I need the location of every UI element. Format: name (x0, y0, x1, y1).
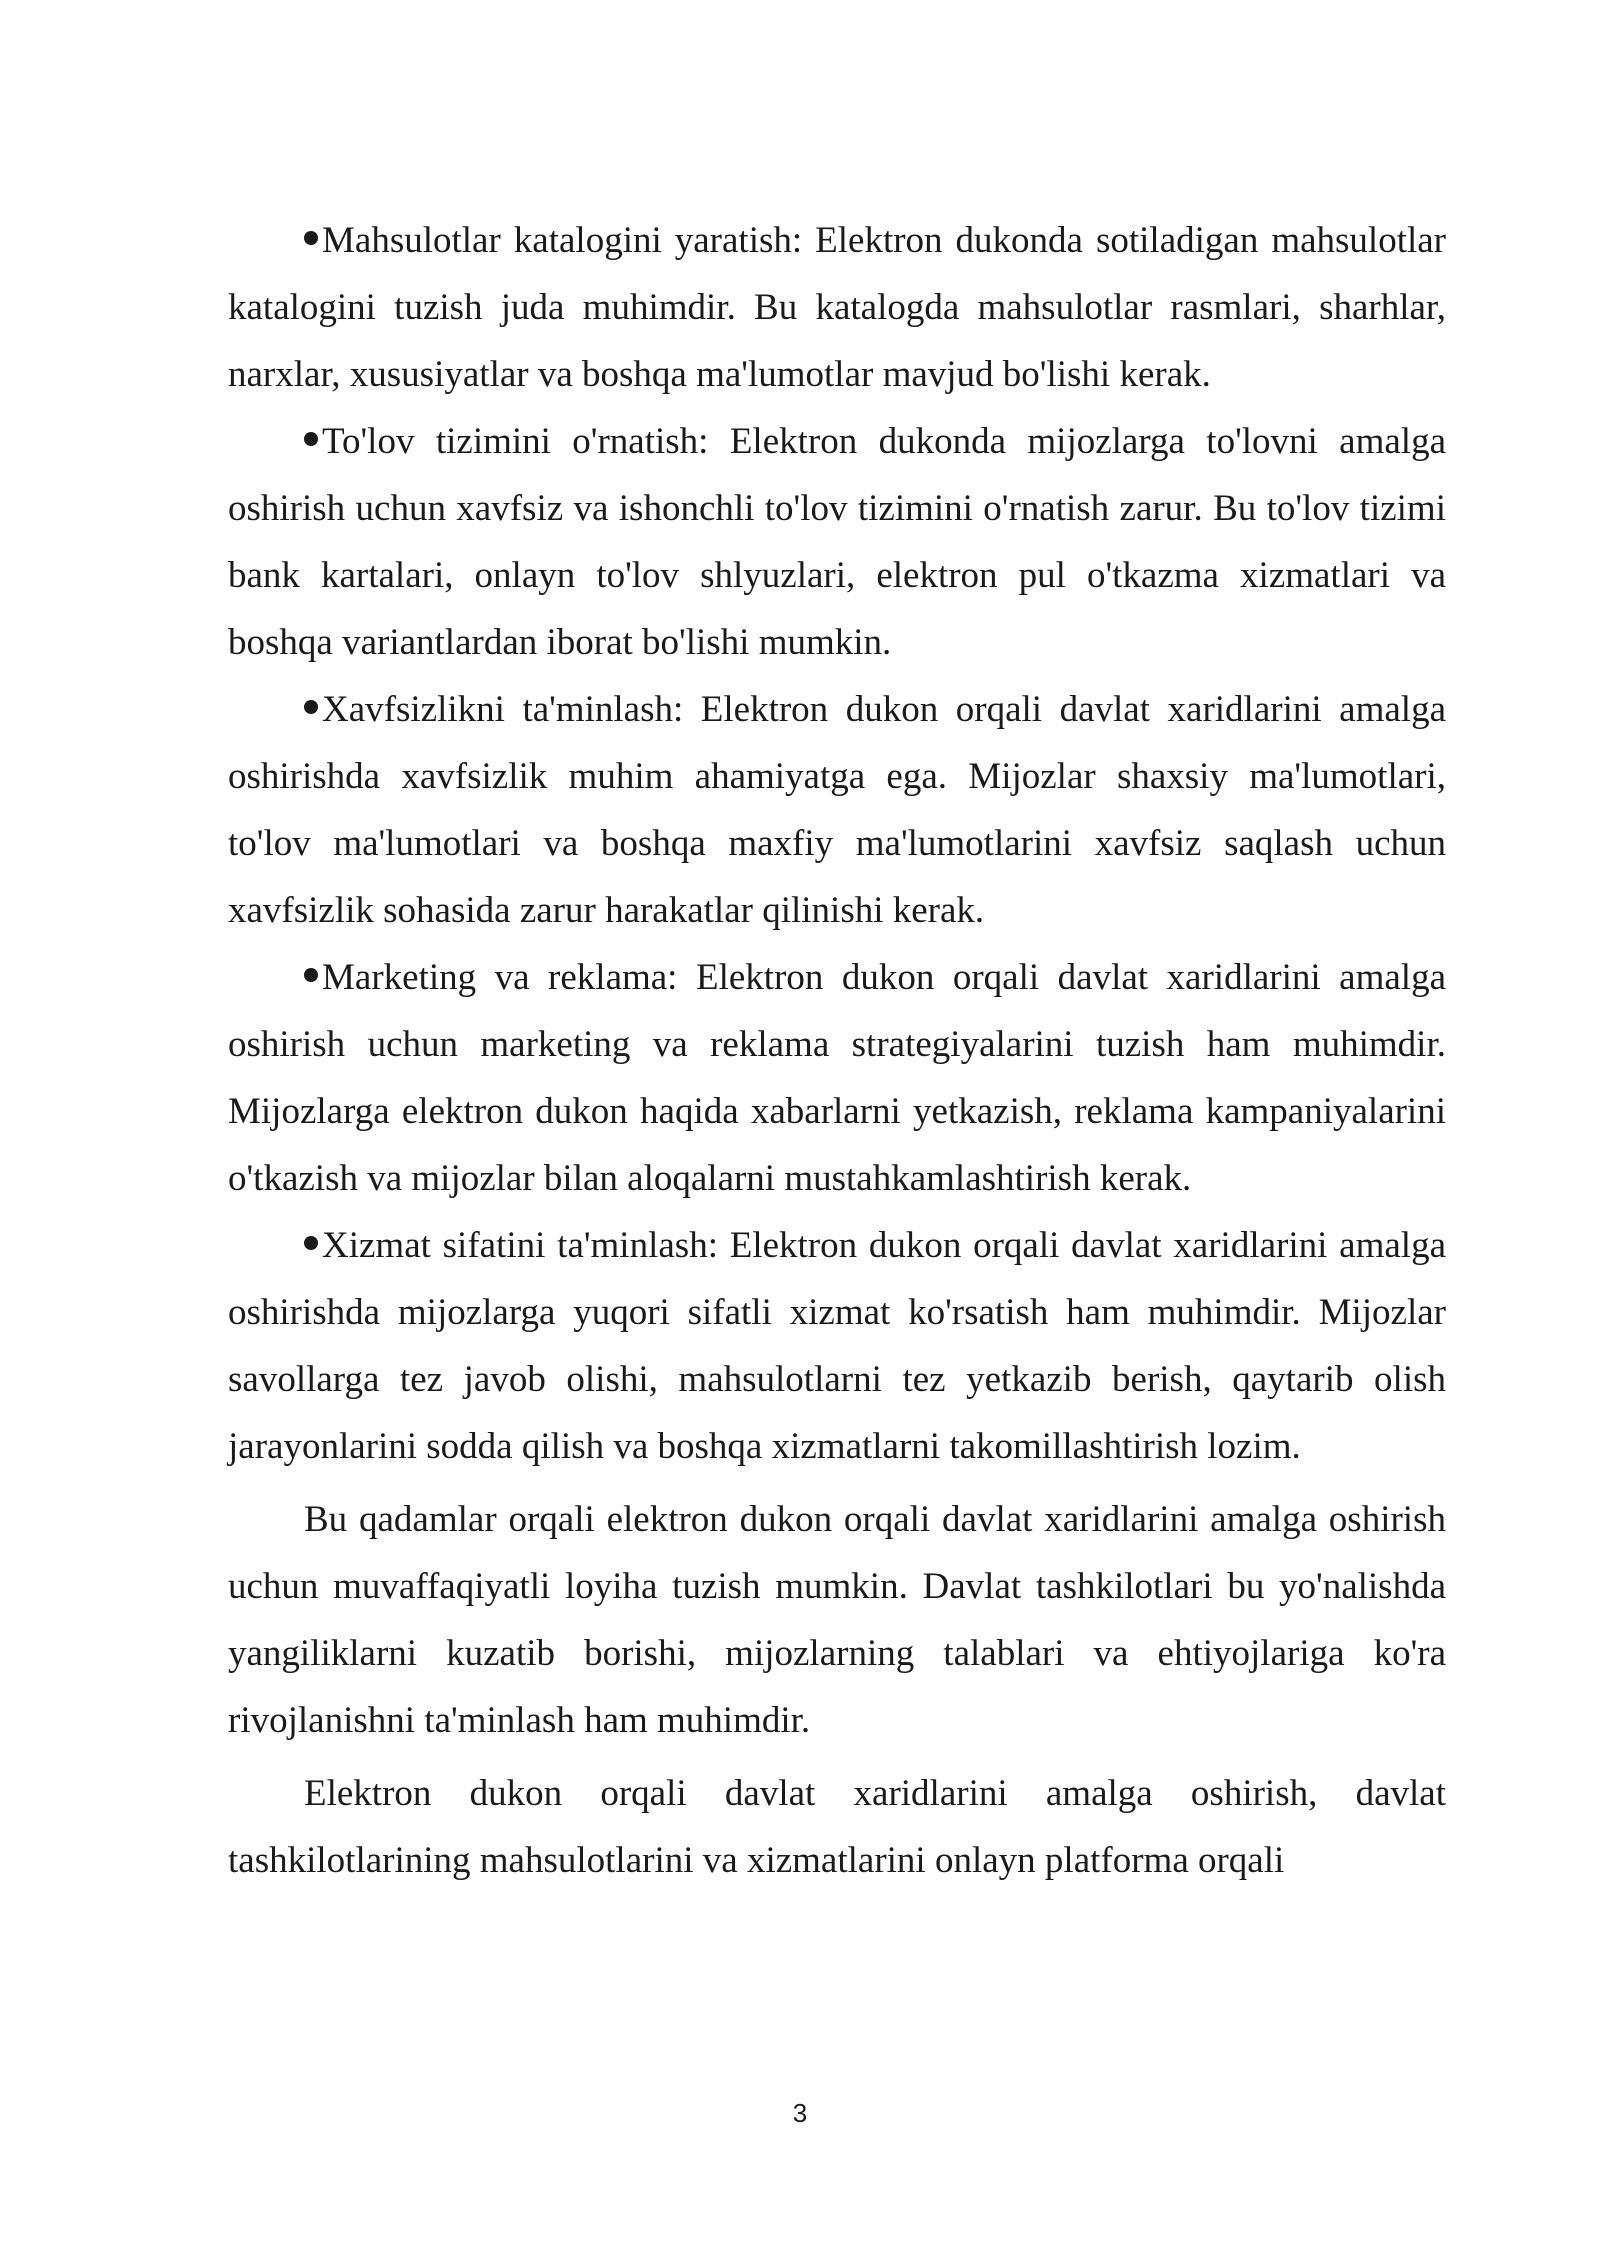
bullet-icon (304, 700, 318, 714)
document-body (228, 207, 1446, 1894)
paragraph-continuation: Elektron dukon orqali davlat xaridlarini amalga oshirish, davlat tashkilotlarining mahsulotlarini va xizmatlarini onlayn platforma orqali (228, 1773, 1446, 1881)
bullet-item-catalog (228, 207, 1446, 408)
page-number: 3 (792, 2098, 808, 2128)
bullet-item-marketing (228, 944, 1446, 1212)
bullet-icon (304, 1236, 318, 1250)
bullet-text: To'lov tizimini o'rnatish: Elektron dukonda mijozlarga to'lovni amalga oshirish uchun xavfsiz va ishonchli to'lov tizimini o'rnatish zarur. Bu to'lov tizimi bank kartalari, onlayn to'lov shlyuzlari, elektron pul o'tkazma xizmatlari va boshqa variantlardan iborat bo'lishi mumkin. (228, 421, 1446, 663)
bullet-item-security (228, 676, 1446, 944)
bullet-icon (304, 231, 318, 245)
bullet-icon (304, 432, 318, 446)
bullet-icon (304, 968, 318, 982)
bullet-item-service-quality (228, 1212, 1446, 1480)
bullet-text: Xavfsizlikni ta'minlash: Elektron dukon orqali davlat xaridlarini amalga oshirishda xavfsizlik muhim ahamiyatga ega. Mijozlar shaxsiy ma'lumotlari, to'lov ma'lumotlari va boshqa maxfiy ma'lumotlarini xavfsiz saqlash uchun xavfsizlik sohasida zarur harakatlar qilinishi kerak. (228, 689, 1446, 931)
paragraph-conclusion: Bu qadamlar orqali elektron dukon orqali davlat xaridlarini amalga oshirish uchun muvaffaqiyatli loyiha tuzish mumkin. Davlat tashkilotlari bu yo'nalishda yangiliklarni kuzatib borishi, mijozlarning talablari va ehtiyojlariga ko'ra rivojlanishni ta'minlash ham muhimdir. (228, 1499, 1446, 1741)
bullet-item-payment (228, 408, 1446, 676)
bullet-text: Marketing va reklama: Elektron dukon orqali davlat xaridlarini amalga oshirish uchun marketing va reklama strategiyalarini tuzish ham muhimdir. Mijozlarga elektron dukon haqida xabarlarni yetkazish, reklama kampaniyalarini o'tkazish va mijozlar bilan aloqalarni mustahkamlashtirish kerak. (228, 957, 1446, 1199)
bullet-text: Xizmat sifatini ta'minlash: Elektron dukon orqali davlat xaridlarini amalga oshirishda mijozlarga yuqori sifatli xizmat ko'rsatish ham muhimdir. Mijozlar savollarga tez javob olishi, mahsulotlarni tez yetkazib berish, qaytarib olish jarayonlarini sodda qilish va boshqa xizmatlarni takomillashtirish lozim. (228, 1225, 1446, 1467)
bullet-text: Mahsulotlar katalogini yaratish: Elektron dukonda sotiladigan mahsulotlar katalogini tuzish juda muhimdir. Bu katalogda mahsulotlar rasmlari, sharhlar, narxlar, xususiyatlar va boshqa ma'lumotlar mavjud bo'lishi kerak. (228, 220, 1446, 395)
